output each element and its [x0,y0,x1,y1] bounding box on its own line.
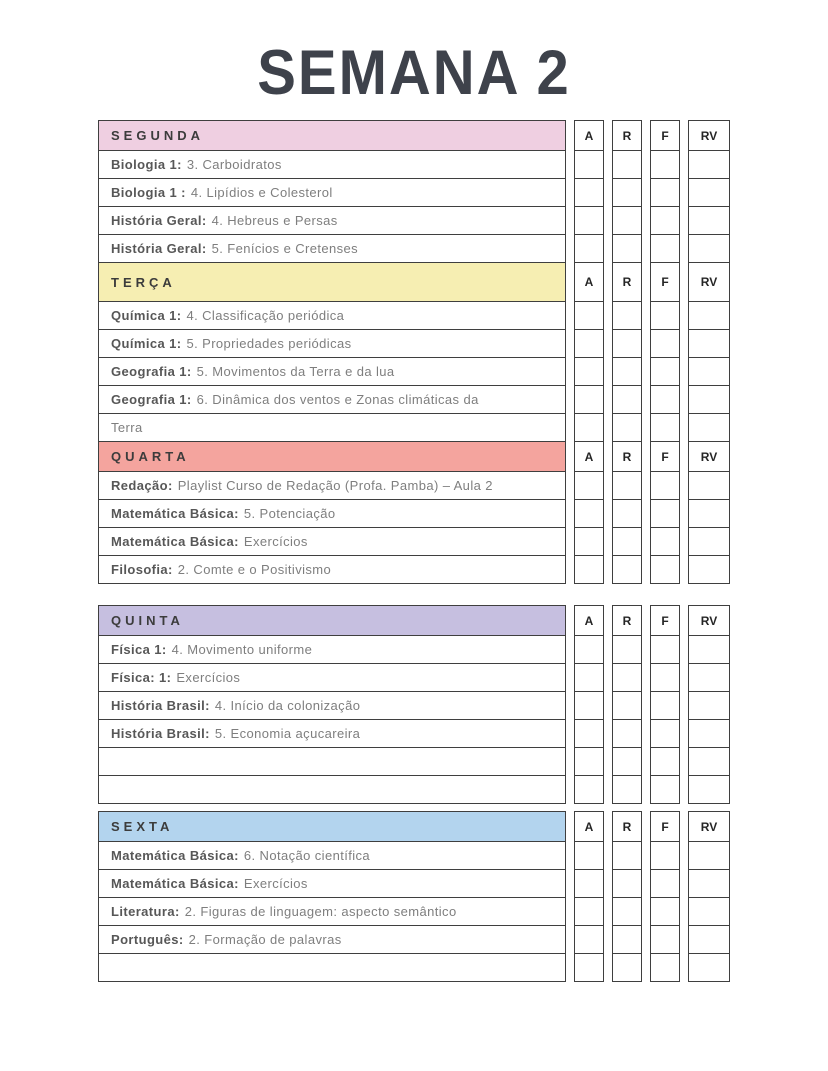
checkbox-cell-r[interactable] [612,897,642,926]
checkbox-cell-a[interactable] [574,841,604,870]
checkbox-cell-a[interactable] [574,527,604,556]
task-cell [98,691,566,720]
task-cell [98,775,566,804]
checkbox-cell-rv[interactable] [688,747,730,776]
task-cell [98,635,566,664]
checkbox-cell-f[interactable] [650,301,680,330]
column-header-f: F [650,441,680,472]
task-text: Exercícios [176,670,241,685]
task-text: Exercícios [243,876,308,891]
task-cell [98,329,566,358]
task-cell [98,413,566,442]
checkbox-cell-a[interactable] [574,329,604,358]
checkbox-cell-f[interactable] [650,413,680,442]
checkbox-cell-r[interactable] [612,775,642,804]
checkbox-cell-rv[interactable] [688,385,730,414]
checkbox-cell-rv[interactable] [688,691,730,720]
task-text: 4. Movimento uniforme [171,642,313,657]
task-label: Química 1: [111,308,182,323]
task-row [98,869,730,898]
checkbox-cell-rv[interactable] [688,719,730,748]
checkbox-cell-a[interactable] [574,897,604,926]
column-header-f: F [650,605,680,636]
checkbox-cell-f[interactable] [650,869,680,898]
task-text: Exercícios [243,534,308,549]
task-cell [98,499,566,528]
checkbox-cell-a[interactable] [574,234,604,263]
checkbox-cell-a[interactable] [574,413,604,442]
task-text: 4. Classificação periódica [186,308,345,323]
task-text: 2. Formação de palavras [188,932,342,947]
task-text: 4. Hebreus e Persas [211,213,338,228]
checkbox-cell-f[interactable] [650,385,680,414]
column-header-rv: RV [688,262,730,302]
column-header-r: R [612,605,642,636]
checkbox-cell-f[interactable] [650,499,680,528]
column-header-rv: RV [688,120,730,151]
checkbox-cell-a[interactable] [574,869,604,898]
task-row [98,691,730,720]
checkbox-cell-r[interactable] [612,385,642,414]
task-text: 6. Dinâmica dos ventos e Zonas climáticas da [196,392,479,407]
task-text: 4. Lipídios e Colesterol [190,185,333,200]
checkbox-cell-a[interactable] [574,301,604,330]
task-cell [98,869,566,898]
checkbox-cell-r[interactable] [612,555,642,584]
task-row [98,635,730,664]
schedule-table [98,120,730,982]
checkbox-cell-a[interactable] [574,775,604,804]
checkbox-cell-r[interactable] [612,663,642,692]
checkbox-cell-rv[interactable] [688,841,730,870]
checkbox-cell-f[interactable] [650,663,680,692]
checkbox-cell-f[interactable] [650,357,680,386]
checkbox-cell-a[interactable] [574,925,604,954]
task-text: Playlist Curso de Redação (Profa. Pamba) – Aula 2 [177,478,493,493]
day-header-row-segunda [98,120,730,151]
checkbox-cell-a[interactable] [574,499,604,528]
checkbox-cell-a[interactable] [574,719,604,748]
checkbox-cell-rv[interactable] [688,663,730,692]
column-header-r: R [612,811,642,842]
task-cell [98,527,566,556]
column-header-rv: RV [688,811,730,842]
task-label: Química 1: [111,336,182,351]
checkbox-cell-a[interactable] [574,150,604,179]
task-cell [98,663,566,692]
checkbox-cell-rv[interactable] [688,234,730,263]
task-row [98,150,730,179]
task-label: História Geral: [111,241,207,256]
task-row [98,747,730,776]
checkbox-cell-rv[interactable] [688,953,730,982]
checkbox-cell-r[interactable] [612,869,642,898]
task-row [98,413,730,442]
column-header-rv: RV [688,605,730,636]
checkbox-cell-f[interactable] [650,150,680,179]
checkbox-cell-r[interactable] [612,301,642,330]
task-label: História Geral: [111,213,207,228]
task-cell [98,301,566,330]
task-row [98,897,730,926]
task-text: 5. Propriedades periódicas [186,336,352,351]
checkbox-cell-r[interactable] [612,953,642,982]
checkbox-cell-r[interactable] [612,357,642,386]
task-label: História Brasil: [111,698,210,713]
task-row [98,719,730,748]
task-row [98,775,730,804]
task-text: 4. Início da colonização [214,698,361,713]
day-header-quinta: QUINTA [98,605,566,636]
task-label: Física: 1: [111,670,172,685]
day-header-row-sexta [98,811,730,842]
task-text: 2. Figuras de linguagem: aspecto semântico [184,904,457,919]
checkbox-cell-f[interactable] [650,925,680,954]
task-label: Matemática Básica: [111,506,239,521]
checkbox-cell-f[interactable] [650,841,680,870]
checkbox-cell-f[interactable] [650,206,680,235]
task-row [98,301,730,330]
checkbox-cell-r[interactable] [612,925,642,954]
column-header-a: A [574,441,604,472]
column-header-rv: RV [688,441,730,472]
task-label: Matemática Básica: [111,876,239,891]
column-header-r: R [612,262,642,302]
column-header-f: F [650,120,680,151]
checkbox-cell-a[interactable] [574,555,604,584]
task-cell [98,357,566,386]
task-cell [98,897,566,926]
checkbox-cell-r[interactable] [612,527,642,556]
task-label: Geografia 1: [111,392,192,407]
task-row [98,178,730,207]
checkbox-cell-rv[interactable] [688,925,730,954]
checkbox-cell-a[interactable] [574,747,604,776]
checkbox-cell-f[interactable] [650,527,680,556]
day-header-ter-a: TERÇA [98,262,566,302]
checkbox-cell-r[interactable] [612,329,642,358]
checkbox-cell-rv[interactable] [688,206,730,235]
checkbox-cell-r[interactable] [612,635,642,664]
task-cell [98,178,566,207]
column-header-a: A [574,262,604,302]
task-label: Redação: [111,478,173,493]
task-cell [98,841,566,870]
checkbox-cell-r[interactable] [612,471,642,500]
day-header-row-ter-a [98,262,730,302]
task-row [98,663,730,692]
checkbox-cell-rv[interactable] [688,357,730,386]
checkbox-cell-a[interactable] [574,953,604,982]
task-label: Matemática Básica: [111,848,239,863]
checkbox-cell-rv[interactable] [688,499,730,528]
task-row [98,357,730,386]
task-text: 5. Movimentos da Terra e da lua [196,364,395,379]
checkbox-cell-f[interactable] [650,719,680,748]
checkbox-cell-a[interactable] [574,206,604,235]
checkbox-cell-f[interactable] [650,555,680,584]
checkbox-cell-f[interactable] [650,747,680,776]
task-cell [98,719,566,748]
checkbox-cell-a[interactable] [574,178,604,207]
checkbox-cell-r[interactable] [612,841,642,870]
day-header-row-quarta [98,441,730,472]
task-cell [98,555,566,584]
task-text: 2. Comte e o Positivismo [177,562,332,577]
checkbox-cell-rv[interactable] [688,150,730,179]
checkbox-cell-r[interactable] [612,413,642,442]
column-header-r: R [612,441,642,472]
checkbox-cell-r[interactable] [612,206,642,235]
checkbox-cell-f[interactable] [650,234,680,263]
task-row [98,499,730,528]
task-label: Biologia 1: [111,157,182,172]
task-text: Terra [111,420,143,435]
task-cell [98,953,566,982]
checkbox-cell-rv[interactable] [688,775,730,804]
checkbox-cell-a[interactable] [574,691,604,720]
task-cell [98,471,566,500]
checkbox-cell-rv[interactable] [688,527,730,556]
checkbox-cell-a[interactable] [574,471,604,500]
checkbox-cell-rv[interactable] [688,329,730,358]
section-gap [98,584,730,606]
checkbox-cell-r[interactable] [612,747,642,776]
task-text: 3. Carboidratos [186,157,282,172]
checkbox-cell-r[interactable] [612,178,642,207]
page-title: SEMANA 2 [257,37,571,109]
checkbox-cell-r[interactable] [612,719,642,748]
checkbox-cell-rv[interactable] [688,869,730,898]
checkbox-cell-f[interactable] [650,178,680,207]
checkbox-cell-r[interactable] [612,499,642,528]
task-row [98,234,730,263]
column-header-a: A [574,120,604,151]
task-label: Biologia 1 : [111,185,186,200]
checkbox-cell-a[interactable] [574,385,604,414]
checkbox-cell-rv[interactable] [688,178,730,207]
day-header-quarta: QUARTA [98,441,566,472]
task-cell [98,747,566,776]
task-row [98,555,730,584]
checkbox-cell-rv[interactable] [688,635,730,664]
column-header-a: A [574,811,604,842]
checkbox-cell-f[interactable] [650,471,680,500]
checkbox-cell-f[interactable] [650,329,680,358]
task-label: Português: [111,932,184,947]
task-label: Geografia 1: [111,364,192,379]
task-cell [98,150,566,179]
task-row [98,385,730,414]
column-header-f: F [650,811,680,842]
checkbox-cell-r[interactable] [612,234,642,263]
day-header-row-quinta [98,605,730,636]
task-label: Física 1: [111,642,167,657]
task-row [98,471,730,500]
checkbox-cell-r[interactable] [612,150,642,179]
task-cell [98,385,566,414]
day-header-sexta: SEXTA [98,811,566,842]
task-row [98,953,730,982]
task-cell [98,925,566,954]
task-row [98,925,730,954]
task-text: 5. Fenícios e Cretenses [211,241,359,256]
task-label: Matemática Básica: [111,534,239,549]
checkbox-cell-f[interactable] [650,953,680,982]
task-label: Filosofia: [111,562,173,577]
checkbox-cell-rv[interactable] [688,555,730,584]
column-header-f: F [650,262,680,302]
checkbox-cell-f[interactable] [650,691,680,720]
task-row [98,329,730,358]
task-text: 5. Potenciação [243,506,336,521]
checkbox-cell-f[interactable] [650,635,680,664]
task-row [98,841,730,870]
task-cell [98,234,566,263]
task-text: 5. Economia açucareira [214,726,361,741]
task-label: Literatura: [111,904,180,919]
task-row [98,527,730,556]
checkbox-cell-rv[interactable] [688,471,730,500]
checkbox-cell-rv[interactable] [688,413,730,442]
task-text: 6. Notação científica [243,848,371,863]
task-label: História Brasil: [111,726,210,741]
task-cell [98,206,566,235]
checkbox-cell-rv[interactable] [688,301,730,330]
checkbox-cell-f[interactable] [650,897,680,926]
task-row [98,206,730,235]
checkbox-cell-rv[interactable] [688,897,730,926]
checkbox-cell-a[interactable] [574,663,604,692]
checkbox-cell-f[interactable] [650,775,680,804]
checkbox-cell-a[interactable] [574,635,604,664]
checkbox-cell-r[interactable] [612,691,642,720]
column-header-a: A [574,605,604,636]
checkbox-cell-a[interactable] [574,357,604,386]
column-header-r: R [612,120,642,151]
day-header-segunda: SEGUNDA [98,120,566,151]
